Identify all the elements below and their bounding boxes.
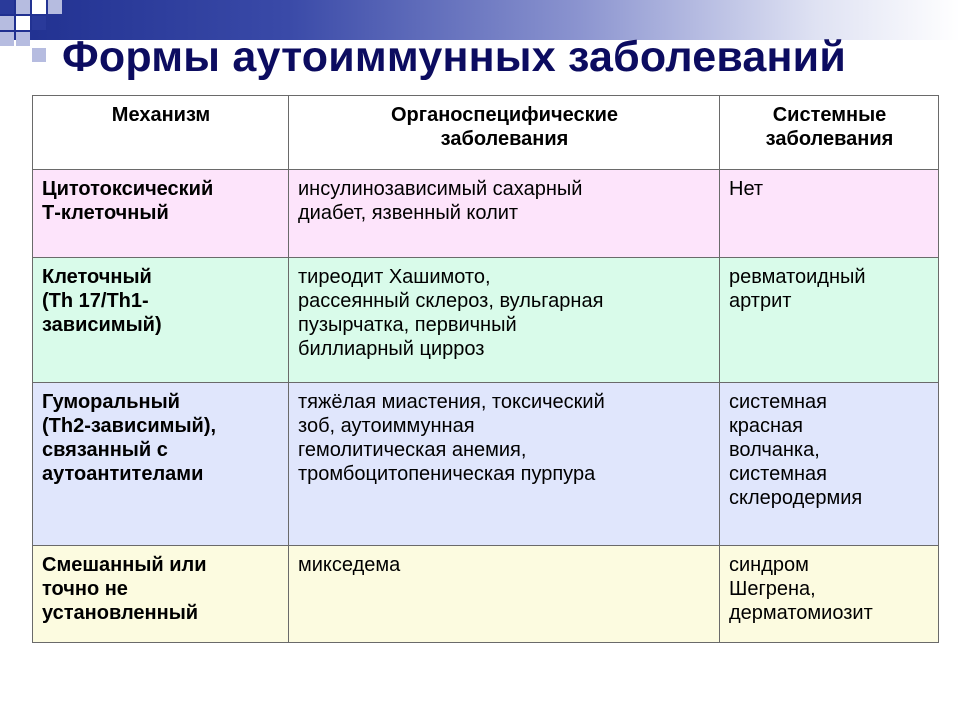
mechanism-cell [33,383,289,546]
cell-line: рассеянный склероз, вульгарная [298,290,604,312]
mechanism-cell [33,546,289,643]
cell-line: связанный с [42,439,168,461]
cell-line: синдром [729,554,809,576]
cell-line: инсулинозависимый сахарный [298,178,583,200]
decor-square [16,0,30,14]
decor-square [16,16,30,30]
decor-square [0,0,14,14]
header-systemic [720,96,939,170]
cell-line: зависимый) [42,314,162,336]
cell-line: гемолитическая анемия, [298,439,527,461]
cell-line: Нет [729,178,764,200]
decor-square [0,16,14,30]
cell-line: Смешанный или [42,554,207,576]
cell-line: тиреодит Хашимото, [298,266,491,288]
decor-square [48,0,62,14]
header-systemic-line: заболевания [765,128,894,150]
cell-line: зоб, аутоиммунная [298,415,475,437]
cell-line: волчанка, [729,439,820,461]
cell-line: красная [729,415,803,437]
cell-line: пузырчатка, первичный [298,314,517,336]
table-row [33,383,939,546]
cell-line: диабет, язвенный колит [298,202,519,224]
header-organ-specific [289,96,720,170]
page-title: Формы аутоиммунных заболеваний [62,33,846,81]
cell-line: аутоантителами [42,463,204,485]
cell-line: тяжёлая миастения, токсический [298,391,605,413]
cell-line: артрит [729,290,792,312]
table-row [33,258,939,383]
cell-line: системная [729,391,827,413]
table-header-row [33,96,939,170]
decor-square [0,32,14,46]
cell-line: ревматоидный [729,266,866,288]
cell-line: Гуморальный [42,391,180,413]
decor-square [32,0,46,14]
decor-square [32,48,46,62]
organ-specific-cell [289,383,720,546]
systemic-cell [720,383,939,546]
cell-line: Цитотоксический [42,178,214,200]
organ-specific-cell [289,546,720,643]
mechanism-cell [33,170,289,258]
autoimmune-forms-table [32,95,939,643]
header-mechanism-label: Механизм [111,104,211,126]
mechanism-cell [33,258,289,383]
header-mechanism [33,96,289,170]
systemic-cell [720,170,939,258]
cell-line: (Th 17/Th1- [42,290,149,312]
cell-line: склеродермия [729,487,863,509]
cell-line: биллиарный цирроз [298,338,485,360]
systemic-cell [720,258,939,383]
header-organ-specific-line: Органоспецифические [391,104,618,126]
header-organ-specific-line: заболевания [440,128,569,150]
cell-line: точно не [42,578,128,600]
systemic-cell [720,546,939,643]
cell-line: Клеточный [42,266,152,288]
cell-line: микседема [298,554,401,576]
organ-specific-cell [289,170,720,258]
cell-line: дерматомиозит [729,602,873,624]
decor-square [32,16,46,30]
header-systemic-line: Системные [772,104,887,126]
organ-specific-cell [289,258,720,383]
cell-line: (Th2-зависимый), [42,415,217,437]
cell-line: системная [729,463,827,485]
table-row [33,546,939,643]
decor-square [16,32,30,46]
table-row [33,170,939,258]
cell-line: установленный [42,602,199,624]
cell-line: тромбоцитопеническая пурпура [298,463,596,485]
cell-line: Шегрена, [729,578,816,600]
cell-line: Т-клеточный [42,202,169,224]
